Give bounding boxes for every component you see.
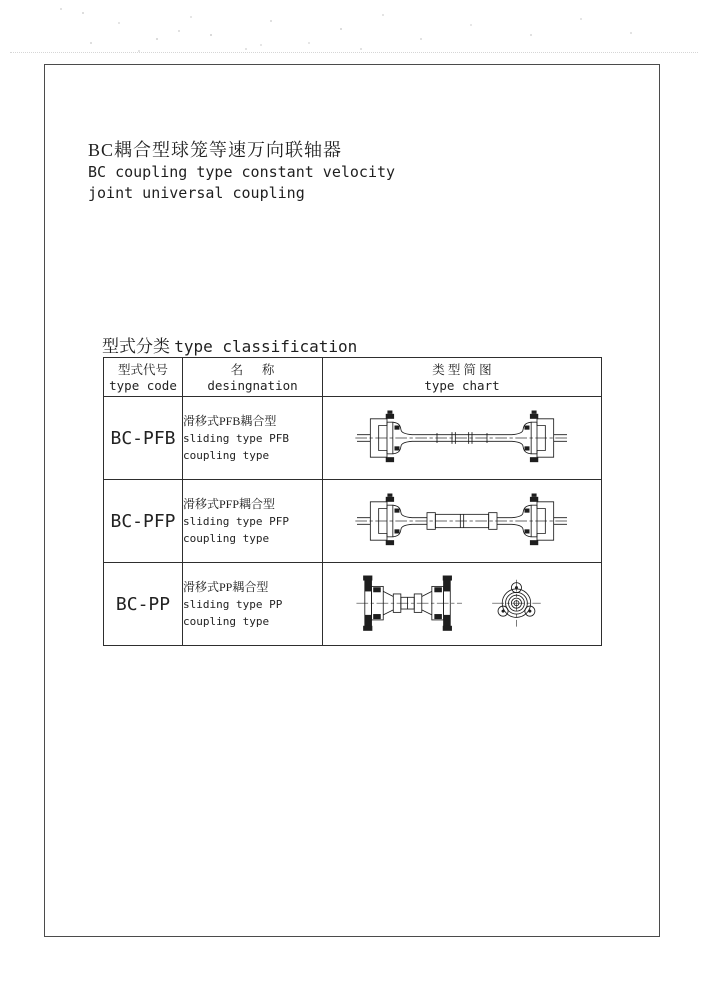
designation-bc-pfp <box>183 480 323 563</box>
header-type-code-en: type code <box>109 377 177 393</box>
table-row-bc-pfb <box>104 397 602 480</box>
designation-en-line1: sliding type PFP <box>183 514 289 528</box>
bc-pp-coupling-diagram <box>353 573 571 635</box>
designation-en-line2: coupling type <box>183 614 270 628</box>
section-heading <box>102 332 357 357</box>
designation-en-line1: sliding type PFB <box>183 431 289 445</box>
header-type-code-zh: 型式代号 <box>117 362 168 377</box>
header-type-chart-en: type chart <box>424 377 500 393</box>
designation-zh: 滑移式PFB耦合型 <box>183 413 277 428</box>
designation-zh: 滑移式PP耦合型 <box>183 579 269 594</box>
type-code-bc-pfb: BC-PFB <box>104 397 183 480</box>
designation-en-line1: sliding type PP <box>183 597 283 611</box>
type-code-bc-pfp: BC-PFP <box>104 480 183 563</box>
header-type-chart <box>323 358 602 397</box>
page-title-chinese: BC耦合型球笼等速万向联轴器 <box>88 140 343 160</box>
bc-pfb-coupling-diagram <box>353 408 571 468</box>
designation-zh: 滑移式PFP耦合型 <box>183 496 276 511</box>
header-type-code <box>104 358 183 397</box>
chart-cell-bc-pfb <box>323 397 602 480</box>
chart-cell-bc-pp <box>323 563 602 646</box>
title-block <box>88 138 395 204</box>
scan-artifact-line <box>10 52 698 53</box>
designation-en-line2: coupling type <box>183 531 270 545</box>
page-title-english-line1: BC coupling type constant velocity <box>88 163 396 181</box>
designation-en-line2: coupling type <box>183 448 270 462</box>
page-title-english-line2: joint universal coupling <box>88 184 305 202</box>
table-row-bc-pfp <box>104 480 602 563</box>
header-designation-zh: 名 称 <box>230 362 275 377</box>
chart-cell-bc-pfp <box>323 480 602 563</box>
bc-pfp-coupling-diagram <box>353 491 571 551</box>
designation-bc-pfb <box>183 397 323 480</box>
section-heading-chinese: 型式分类 <box>102 337 170 356</box>
table-row-bc-pp <box>104 563 602 646</box>
type-classification-table <box>103 357 602 646</box>
header-type-chart-zh: 类 型 简 图 <box>432 362 492 377</box>
scan-noise <box>60 8 62 10</box>
header-designation-en: desingnation <box>207 377 298 393</box>
designation-bc-pp <box>183 563 323 646</box>
table-header-row <box>104 358 602 397</box>
type-code-bc-pp: BC-PP <box>104 563 183 646</box>
header-designation <box>183 358 323 397</box>
section-heading-english: type classification <box>174 337 358 356</box>
